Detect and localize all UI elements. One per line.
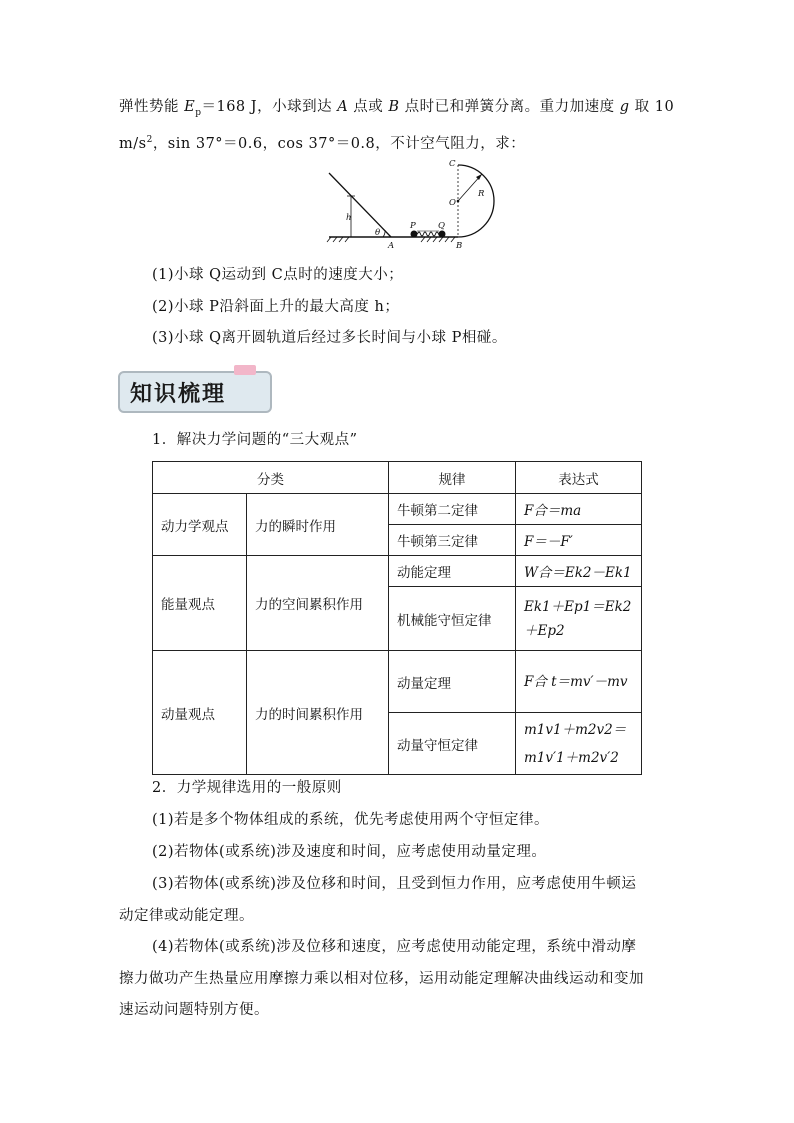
label-r: R [478,189,485,199]
law-cell: 动量守恒定律 [389,713,516,775]
table-row [153,556,642,587]
header-expression: 表达式 [516,462,642,494]
law-cell: 牛顿第二定律 [389,494,516,525]
track-diagram [325,156,495,254]
law-cell: 牛顿第三定律 [389,525,516,556]
label-b: B [456,241,463,251]
expr-text: F合＝ma [524,503,582,519]
law-cell: 机械能守恒定律 [389,587,516,651]
banner-title: 知识梳理 [130,382,227,407]
label-q: Q [438,221,445,231]
principle-2: (2)若物体(或系统)涉及速度和时间，应考虑使用动量定理。 [152,844,547,860]
table-header-row [153,462,642,494]
label-h: h [346,213,352,223]
view-cell: 动力学观点 [153,494,247,556]
principle-1: (1)若是多个物体组成的系统，优先考虑使用两个守恒定律。 [152,812,550,828]
view-cell: 能量观点 [153,556,247,651]
section-banner [118,365,278,411]
role-cell: 力的瞬时作用 [247,494,389,556]
expr-cell: F合 t＝mv′－mv [516,651,642,713]
view-cell: 动量观点 [153,651,247,775]
expr-cell: Ek1＋Ep1＝Ek2＋Ep2 [516,587,642,651]
intro-line-2: $m/s^2$，sin 37°＝0.6，cos 37°＝0.8，不计空气阻力，求： [119,135,526,152]
three-views-table [152,461,642,775]
label-theta: θ [375,228,381,238]
principle-3: (3)若物体(或系统)涉及位移和时间，且受到恒力作用，应考虑使用牛顿运 [152,876,637,892]
expr-cell: W合＝Ek2－Ek1 [516,556,642,587]
question-3: (3)小球 Q离开圆轨道后经过多长时间与小球 P相碰。 [152,330,507,346]
section-1-title: 1．解决力学问题的“三大观点” [152,432,358,448]
intro-line-1: 弹性势能 $E_p=168$ J，小球到达 A 点或 B 点时已和弹簧分离。重力加速度 g 取 10 [119,99,675,118]
principle-3-cont: 动定律或动能定理。 [119,908,254,924]
role-cell: 力的时间累积作用 [247,651,389,775]
banner-clip-decoration [234,365,256,375]
question-1: (1)小球 Q运动到 C点时的速度大小； [152,267,404,283]
law-cell: 动量定理 [389,651,516,713]
principle-4: (4)若物体(或系统)涉及位移和速度，应考虑使用动能定理，系统中滑动摩 [152,939,637,955]
label-p: P [410,221,416,231]
expr-cell: F＝－F′ [516,525,642,556]
label-o: O [449,198,456,208]
question-2: (2)小球 P沿斜面上升的最大高度 h； [152,299,400,315]
principle-4-cont-2: 速运动问题特别方便。 [119,1002,269,1018]
label-a: A [388,241,395,251]
principle-4-cont-1: 擦力做功产生热量应用摩擦力乘以相对位移，运用动能定理解决曲线运动和变加 [119,971,644,987]
table-row [153,494,642,525]
section-2-title: 2．力学规律选用的一般原则 [152,780,342,796]
role-cell: 力的空间累积作用 [247,556,389,651]
header-category: 分类 [153,462,389,494]
expr-cell: m1v1＋m2v2＝m1v′1＋m2v′2 [516,713,642,775]
law-cell: 动能定理 [389,556,516,587]
table-row [153,651,642,713]
label-c: C [449,159,456,169]
header-law: 规律 [389,462,516,494]
expr-cell [516,494,642,525]
